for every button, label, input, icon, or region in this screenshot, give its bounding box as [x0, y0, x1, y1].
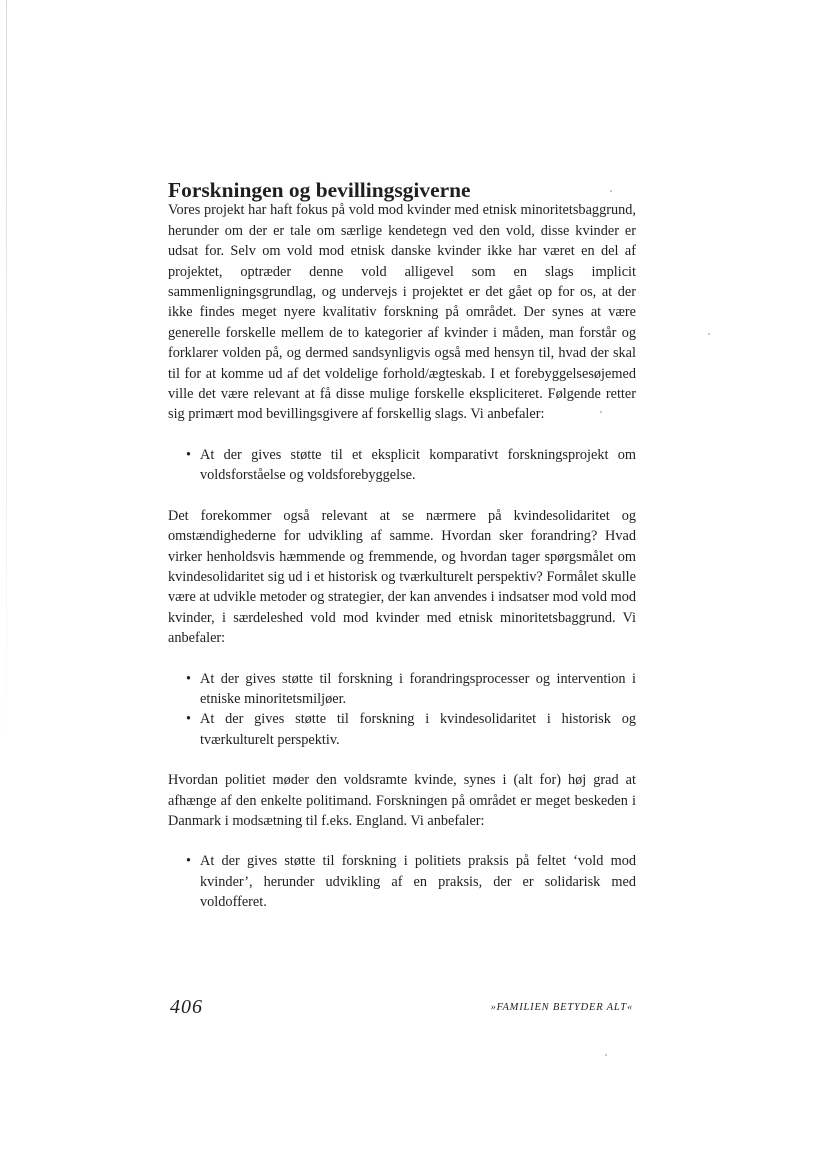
recommendation-list-3: [168, 851, 636, 912]
page-number: 406: [170, 996, 203, 1018]
paragraph-3: Hvordan politiet møder den voldsramte kvinde, synes i (alt for) høj grad at afhænge af den enkelte politimand. Forskningen på området er meget beskeden i Danmark i modsætning til f.eks. England. Vi anbefaler:: [168, 772, 636, 829]
section-heading: Forskningen og bevillingsgiverne: [168, 178, 471, 202]
paragraph-1: Vores projekt har haft fokus på vold mod kvinder med etnisk minoritetsbaggrund, herunder om der er tale om særlige kendetegn ved den vold, disse kvinder er udsat for. Selv om vold mod etnisk danske kvinder ikke har været en del af projektet, optræder denne vold alligevel som en slags implicit sammenligningsgrundlag, og undervejs i projektet er det gået op for os, at der ikke findes meget nyere kvalitativ forskning på området. Der synes at være generelle forskelle mellem de to kategorier af kvinder i måden, man forstår og forklarer volden på, og dermed sandsynligvis også med hensyn til, hvad der skal til for at komme ud af det voldelige forhold/ægteskab. I et forebyggelsesøjemed ville det være relevant at få disse mulige forskelle ekspliciteret. Følgende retter sig primært mod bevillingsgivere af forskellig slags. Vi anbefaler:: [168, 202, 636, 423]
scan-speck: [605, 1054, 607, 1056]
recommendation-list-2: [168, 669, 636, 751]
paragraph-2: Det forekommer også relevant at se nærmere på kvindesolidaritet og omstændighederne for udvikling af samme. Hvordan sker forandring? Hvad virker henholdsvis hæmmende og fremmende, og hvordan tager spørgsmålet om kvindesolidaritet sig ud i et historisk og tværkulturelt perspektiv? Formålet skulle være at udvikle metoder og strategier, der kan anvendes i indsatser mod vold mod kvinder, i særdeleshed vold mod kvinder med etnisk minoritetsbaggrund. Vi anbefaler:: [168, 507, 636, 647]
recommendation-item: • At der gives støtte til et eksplicit komparativt forskningsprojekt om voldsforståelse og voldsforebyggelse.: [186, 445, 636, 486]
running-title: »FAMILIEN BETYDER ALT«: [490, 1002, 633, 1013]
recommendation-item: • At der gives støtte til forskning i kvindesolidaritet i historisk og tværkulturelt perspektiv.: [186, 709, 636, 750]
page-body: [168, 180, 636, 913]
recommendation-item: • At der gives støtte til forskning i forandringsprocesser og intervention i etniske minoritetsmiljøer.: [186, 669, 636, 710]
recommendation-item: • At der gives støtte til forskning i politiets praksis på feltet ‘vold mod kvinder’, herunder udvikling af en praksis, der er solidarisk med voldofferet.: [186, 851, 636, 912]
recommendation-list-1: [168, 445, 636, 486]
scan-speck: [708, 333, 710, 335]
scan-edge-line: [6, 0, 7, 760]
